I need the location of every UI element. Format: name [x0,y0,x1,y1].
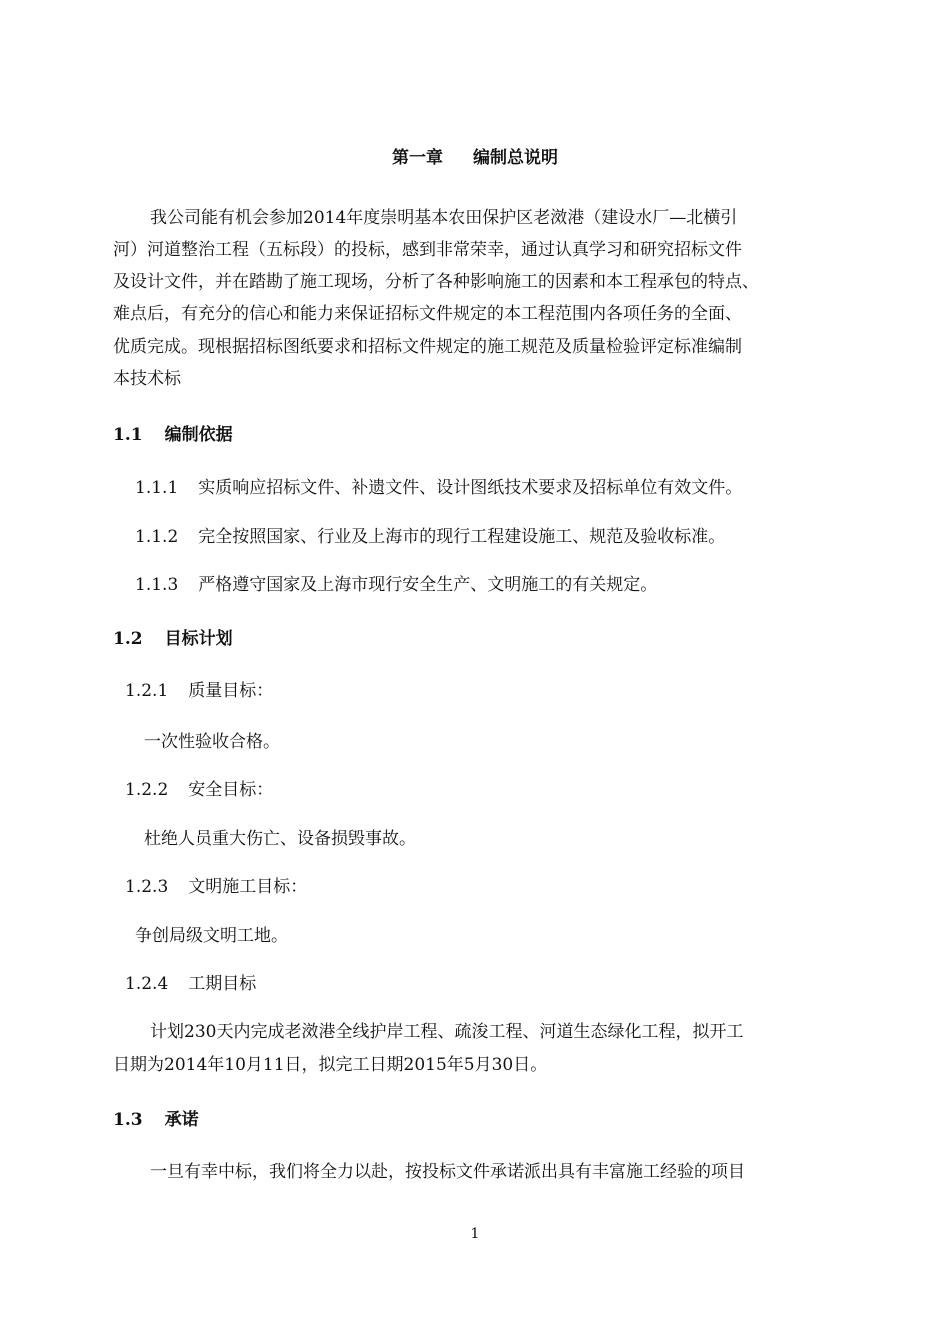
intro-line: 难点后，有充分的信心和能力来保证招标文件规定的本工程范围内各项任务的全面、 [113,304,742,324]
item-label: 文明施工目标： [188,877,308,897]
subsection-text: 计划230天内完成老滧港全线护岸工程、疏浚工程、河道生态绿化工程，拟开工 [150,1022,744,1042]
chapter-heading [0,146,950,170]
item-text: 实质响应招标文件、补遗文件、设计图纸技术要求及招标单位有效文件。 [198,478,743,498]
item-label: 安全目标： [188,780,274,800]
intro-line: 本技术标 [113,369,181,389]
intro-line: 及设计文件，并在踏勘了施工现场，分析了各种影响施工的因素和本工程承包的特点、 [113,272,759,292]
section-number: 1.3 [113,1110,143,1130]
item-number: 1.1.2 [135,527,179,547]
section-heading-1-1 [113,423,233,447]
section-number: 1.1 [113,425,143,445]
subsection-heading [125,679,273,703]
chapter-number: 第一章 [392,148,443,168]
item-number: 1.2.4 [125,974,169,994]
subsection-heading [125,972,256,996]
subsection-text: 杜绝人员重大伤亡、设备损毁事故。 [144,829,416,849]
item-number: 1.1.3 [135,575,179,595]
subsection-text: 一次性验收合格。 [144,732,280,752]
item-text: 严格遵守国家及上海市现行安全生产、文明施工的有关规定。 [198,575,658,595]
section-heading-1-2 [113,627,233,651]
list-item [135,476,742,500]
page-number: 1 [470,1226,480,1242]
list-item [135,525,725,549]
item-label: 工期目标 [188,974,257,994]
subsection-heading [125,778,273,802]
section-title: 目标计划 [164,629,233,649]
section-heading-1-3 [113,1108,199,1132]
item-number: 1.2.3 [125,877,169,897]
section-number: 1.2 [113,629,143,649]
section-title: 编制依据 [164,425,233,445]
paragraph-line: 一旦有幸中标，我们将全力以赴，按投标文件承诺派出具有丰富施工经验的项目 [150,1162,745,1182]
chapter-title: 编制总说明 [473,148,558,168]
intro-line: 河）河道整治工程（五标段）的投标，感到非常荣幸，通过认真学习和研究招标文件 [113,240,742,260]
section-title: 承诺 [164,1110,199,1130]
item-number: 1.2.1 [125,681,169,701]
subsection-text: 日期为2014年10月11日，拟完工日期2015年5月30日。 [113,1055,548,1075]
item-number: 1.1.1 [135,478,179,498]
item-label: 质量目标： [188,681,274,701]
subsection-heading [125,875,307,899]
intro-line: 优质完成。现根据招标图纸要求和招标文件规定的施工规范及质量检验评定标准编制 [113,337,742,357]
item-text: 完全按照国家、行业及上海市的现行工程建设施工、规范及验收标准。 [198,527,726,547]
subsection-text: 争创局级文明工地。 [135,926,288,946]
list-item [135,573,657,597]
item-number: 1.2.2 [125,780,169,800]
intro-line: 我公司能有机会参加2014年度崇明基本农田保护区老滧港（建设水厂—北横引 [150,208,738,228]
